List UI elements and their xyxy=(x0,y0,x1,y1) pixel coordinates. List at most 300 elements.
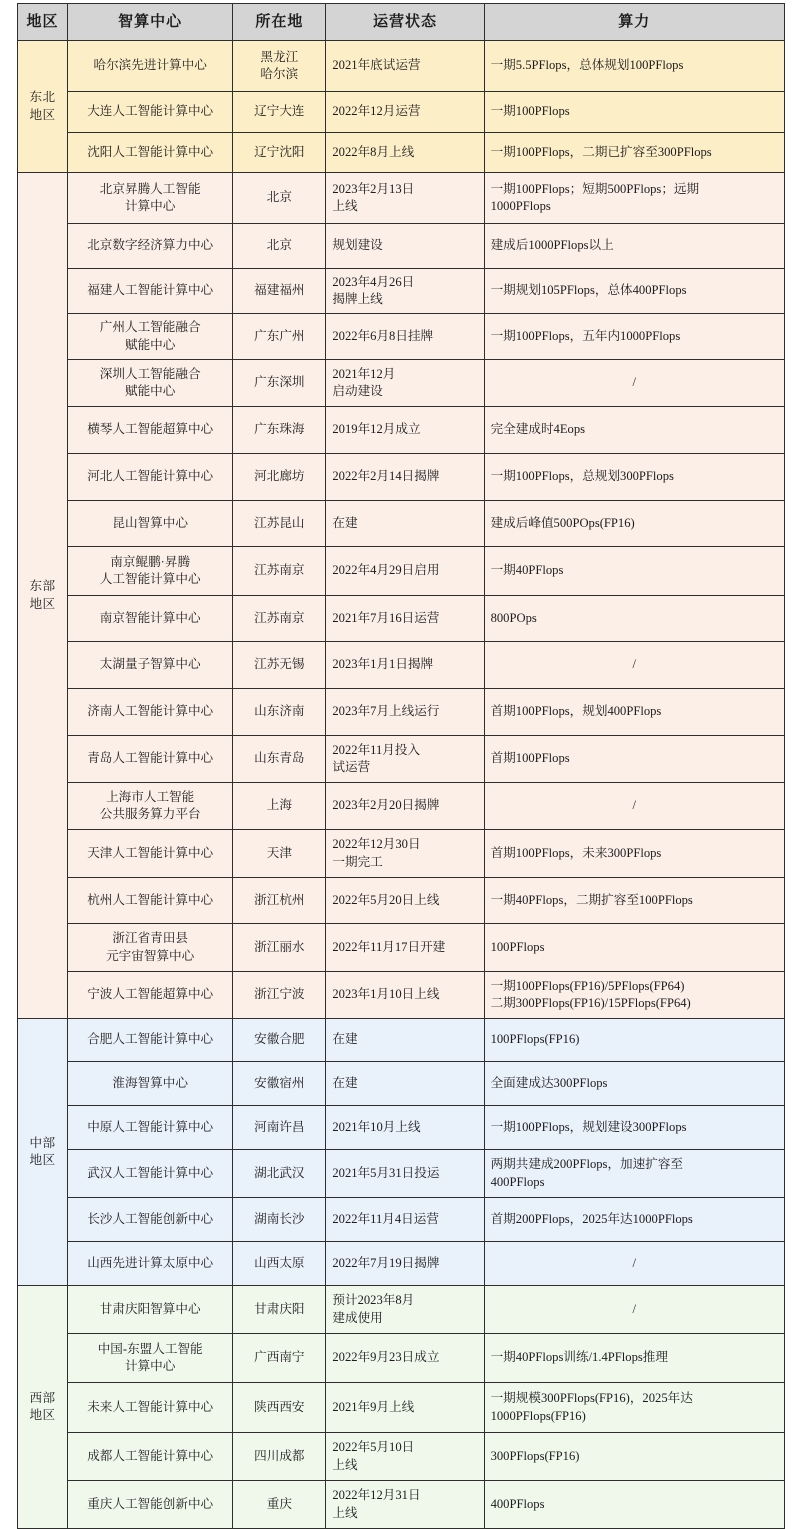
location-cell xyxy=(233,1242,326,1286)
text-line: 2021年10月上线 xyxy=(332,1119,421,1134)
status-cell xyxy=(326,924,484,972)
status-cell xyxy=(326,360,484,407)
table-row xyxy=(18,642,785,689)
table-row xyxy=(18,924,785,972)
text-line: 2022年5月20日上线 xyxy=(332,892,440,907)
center-name-cell xyxy=(68,1106,233,1150)
text-line: / xyxy=(632,1301,637,1316)
table-row xyxy=(18,1242,785,1286)
table-row xyxy=(18,360,785,407)
text-line: / xyxy=(632,657,637,672)
table-row xyxy=(18,736,785,783)
column-header-location: 所在地 xyxy=(233,4,326,41)
text-line: 四川成都 xyxy=(254,1448,305,1463)
status-cell xyxy=(326,878,484,924)
text-line: 上海 xyxy=(266,798,292,813)
table-row xyxy=(18,1198,785,1242)
computing-power-cell xyxy=(484,92,784,133)
status-cell xyxy=(326,454,484,501)
text-line: 2021年底试运营 xyxy=(332,58,421,73)
text-line: 宁波人工智能超算中心 xyxy=(87,987,214,1002)
text-line: 计算中心 xyxy=(124,1359,176,1373)
smart-computing-center-table xyxy=(17,3,785,1529)
computing-power-cell xyxy=(484,454,784,501)
location-cell xyxy=(233,1433,326,1481)
table-row xyxy=(18,1334,785,1383)
text-line: 福建福州 xyxy=(254,283,305,298)
status-cell xyxy=(326,830,484,878)
status-cell xyxy=(326,1062,484,1106)
center-name-cell xyxy=(68,1481,233,1529)
text-line: 二期300PFlops(FP16)/15PFlops(FP64) xyxy=(490,996,691,1010)
text-line: 山东济南 xyxy=(254,704,305,719)
table-row xyxy=(18,1062,785,1106)
text-line: 中部 xyxy=(29,1135,56,1150)
table-row xyxy=(18,1383,785,1433)
text-line: 浙江省青田县 xyxy=(112,931,188,946)
location-cell xyxy=(233,1019,326,1062)
text-line: 地区 xyxy=(29,1153,56,1167)
table-row xyxy=(18,1106,785,1150)
text-line: 赋能中心 xyxy=(124,337,176,352)
text-line: 2022年7月19日揭牌 xyxy=(332,1255,440,1270)
center-name-cell xyxy=(68,501,233,547)
center-name-cell xyxy=(68,924,233,972)
text-line: 一期40PFlops xyxy=(490,563,564,578)
text-line: 完全建成时4Eops xyxy=(490,422,586,437)
text-line: 100PFlops(FP16) xyxy=(490,1032,580,1047)
computing-power-cell xyxy=(484,1242,784,1286)
text-line: 元宇宙智算中心 xyxy=(106,948,195,963)
text-line: 建成使用 xyxy=(332,1310,383,1325)
text-line: 河南许昌 xyxy=(254,1119,305,1134)
computing-power-cell xyxy=(484,1334,784,1383)
text-line: 预计2023年8月 xyxy=(332,1293,415,1308)
status-cell xyxy=(326,41,484,92)
status-cell xyxy=(326,689,484,736)
location-cell xyxy=(233,269,326,314)
table-row xyxy=(18,830,785,878)
text-line: 300PFlops(FP16) xyxy=(490,1448,580,1463)
text-line: 甘肃庆阳 xyxy=(254,1301,305,1316)
computing-power-cell xyxy=(484,224,784,269)
computing-power-cell xyxy=(484,1150,784,1198)
computing-power-cell xyxy=(484,642,784,689)
center-name-cell xyxy=(68,878,233,924)
center-name-cell xyxy=(68,314,233,360)
center-name-cell xyxy=(68,1242,233,1286)
text-line: 一期100PFlops，二期已扩容至300PFlops xyxy=(490,144,712,159)
text-line: 首期100PFlops，规划400PFlops xyxy=(490,704,662,719)
text-line: 深圳人工智能融合 xyxy=(99,366,201,381)
text-line: 山西先进计算太原中心 xyxy=(87,1255,214,1270)
computing-power-cell xyxy=(484,360,784,407)
table-row xyxy=(18,1481,785,1529)
text-line: 在建 xyxy=(332,515,358,530)
text-line: 东部 xyxy=(29,579,56,594)
text-line: 一期100PFlops xyxy=(490,104,570,119)
text-line: 北京数字经济算力中心 xyxy=(87,238,214,253)
computing-power-cell xyxy=(484,547,784,596)
status-cell xyxy=(326,596,484,642)
status-cell xyxy=(326,501,484,547)
center-name-cell xyxy=(68,1019,233,1062)
location-cell xyxy=(233,407,326,454)
location-cell xyxy=(233,314,326,360)
status-cell xyxy=(326,972,484,1019)
text-line: 广西南宁 xyxy=(254,1350,305,1365)
status-cell xyxy=(326,92,484,133)
text-line: 2022年11月17日开建 xyxy=(332,939,446,954)
text-line: 天津人工智能计算中心 xyxy=(87,845,214,860)
region-cell xyxy=(18,1019,68,1286)
column-header-status: 运营状态 xyxy=(326,4,484,41)
text-line: 湖南长沙 xyxy=(254,1211,305,1226)
text-line: 启动建设 xyxy=(332,384,383,398)
location-cell xyxy=(233,783,326,830)
center-name-cell xyxy=(68,224,233,269)
text-line: 赋能中心 xyxy=(124,384,176,398)
text-line: 昆山智算中心 xyxy=(112,515,188,530)
text-line: 一期40PFlops，二期扩容至100PFlops xyxy=(490,892,693,907)
text-line: 2023年1月1日揭牌 xyxy=(332,657,434,672)
text-line: 2022年11月4日运营 xyxy=(332,1211,439,1226)
status-cell xyxy=(326,173,484,224)
computing-power-cell xyxy=(484,1062,784,1106)
location-cell xyxy=(233,689,326,736)
text-line: 2023年2月13日 xyxy=(332,181,415,196)
text-line: 北京昇腾人工智能 xyxy=(99,181,201,196)
table-row xyxy=(18,1019,785,1062)
text-line: 2021年5月31日投运 xyxy=(332,1165,440,1180)
text-line: 2021年12月 xyxy=(332,366,396,381)
text-line: 东北 xyxy=(29,90,56,105)
center-name-cell xyxy=(68,41,233,92)
center-name-cell xyxy=(68,736,233,783)
table-row xyxy=(18,547,785,596)
table-row xyxy=(18,501,785,547)
text-line: 南京鲲鹏·昇腾 xyxy=(110,554,191,569)
status-cell xyxy=(326,1481,484,1529)
text-line: 长沙人工智能创新中心 xyxy=(87,1211,214,1226)
computing-power-cell xyxy=(484,736,784,783)
table-row xyxy=(18,269,785,314)
text-line: 上线 xyxy=(332,1457,358,1472)
text-line: 一期100PFlops(FP16)/5PFlops(FP64) xyxy=(490,978,685,993)
text-line: 辽宁大连 xyxy=(254,104,305,119)
text-line: 首期200PFlops，2025年达1000PFlops xyxy=(490,1211,693,1226)
text-line: 甘肃庆阳智算中心 xyxy=(99,1301,201,1316)
table-row xyxy=(18,596,785,642)
text-line: 河北廊坊 xyxy=(254,469,305,484)
text-line: 在建 xyxy=(332,1075,358,1090)
computing-power-cell xyxy=(484,41,784,92)
computing-power-cell xyxy=(484,133,784,173)
center-name-cell xyxy=(68,830,233,878)
center-name-cell xyxy=(68,1433,233,1481)
computing-power-cell xyxy=(484,830,784,878)
text-line: 全面建成达300PFlops xyxy=(490,1075,608,1090)
computing-power-cell xyxy=(484,314,784,360)
table-row xyxy=(18,689,785,736)
center-name-cell xyxy=(68,360,233,407)
text-line: 2023年1月10日上线 xyxy=(332,987,440,1002)
text-line: 一期100PFlops，总规划300PFlops xyxy=(490,469,674,484)
text-line: 江苏无锡 xyxy=(254,657,305,672)
status-cell xyxy=(326,1334,484,1383)
text-line: 安徽宿州 xyxy=(254,1075,305,1090)
text-line: 2022年11月投入 xyxy=(332,742,421,757)
text-line: 首期100PFlops，未来300PFlops xyxy=(490,845,662,860)
table-header-row xyxy=(18,4,785,41)
text-line: 山东青岛 xyxy=(254,751,305,766)
text-line: 北京 xyxy=(266,190,292,205)
location-cell xyxy=(233,924,326,972)
center-name-cell xyxy=(68,1383,233,1433)
column-header-power: 算力 xyxy=(484,4,784,41)
text-line: 揭牌上线 xyxy=(332,292,383,306)
table-row xyxy=(18,41,785,92)
text-line: 陕西西安 xyxy=(254,1399,305,1414)
computing-power-cell xyxy=(484,972,784,1019)
center-name-cell xyxy=(68,173,233,224)
text-line: 淮海智算中心 xyxy=(112,1075,188,1090)
status-cell xyxy=(326,1106,484,1150)
text-line: 浙江杭州 xyxy=(254,892,305,907)
text-line: 2022年12月31日 xyxy=(332,1488,421,1503)
status-cell xyxy=(326,1383,484,1433)
location-cell xyxy=(233,360,326,407)
center-name-cell xyxy=(68,1150,233,1198)
text-line: 哈尔滨先进计算中心 xyxy=(93,58,207,73)
computing-power-cell xyxy=(484,596,784,642)
computing-power-cell xyxy=(484,1433,784,1481)
text-line: 辽宁沈阳 xyxy=(254,144,305,159)
text-line: 2019年12月成立 xyxy=(332,422,421,437)
location-cell xyxy=(233,133,326,173)
text-line: 2021年7月16日运营 xyxy=(332,610,440,625)
table-header xyxy=(18,4,785,41)
text-line: 100PFlops xyxy=(490,939,545,954)
status-cell xyxy=(326,1433,484,1481)
table-row xyxy=(18,1433,785,1481)
text-line: 2022年4月29日启用 xyxy=(332,563,440,578)
text-line: 河北人工智能计算中心 xyxy=(87,469,214,484)
center-name-cell xyxy=(68,972,233,1019)
text-line: 未来人工智能计算中心 xyxy=(87,1399,214,1414)
status-cell xyxy=(326,1019,484,1062)
center-name-cell xyxy=(68,1334,233,1383)
text-line: 广东深圳 xyxy=(254,375,305,390)
table-row xyxy=(18,224,785,269)
center-name-cell xyxy=(68,1286,233,1334)
text-line: 山西太原 xyxy=(254,1255,305,1270)
text-line: 首期100PFlops xyxy=(490,751,570,766)
center-name-cell xyxy=(68,269,233,314)
text-line: 计算中心 xyxy=(124,199,176,213)
text-line: 试运营 xyxy=(332,760,371,774)
location-cell xyxy=(233,1286,326,1334)
status-cell xyxy=(326,224,484,269)
location-cell xyxy=(233,92,326,133)
status-cell xyxy=(326,783,484,830)
table-row xyxy=(18,1286,785,1334)
text-line: 2022年8月上线 xyxy=(332,144,415,159)
center-name-cell xyxy=(68,783,233,830)
computing-power-cell xyxy=(484,1286,784,1334)
text-line: 沈阳人工智能计算中心 xyxy=(87,144,214,159)
center-name-cell xyxy=(68,642,233,689)
text-line: 2022年6月8日挂牌 xyxy=(332,328,434,343)
text-line: 重庆人工智能创新中心 xyxy=(87,1496,214,1511)
text-line: 大连人工智能计算中心 xyxy=(87,104,214,119)
text-line: / xyxy=(632,1255,637,1270)
status-cell xyxy=(326,407,484,454)
text-line: 一期规模300PFlops(FP16)，2025年达 xyxy=(490,1391,693,1406)
location-cell xyxy=(233,1481,326,1529)
text-line: 800POps xyxy=(490,610,537,625)
text-line: 人工智能计算中心 xyxy=(99,572,201,586)
location-cell xyxy=(233,1198,326,1242)
text-line: 横琴人工智能超算中心 xyxy=(87,422,214,437)
computing-power-cell xyxy=(484,1481,784,1529)
region-cell xyxy=(18,173,68,1019)
text-line: 成都人工智能计算中心 xyxy=(87,1448,214,1463)
center-name-cell xyxy=(68,596,233,642)
location-cell xyxy=(233,454,326,501)
computing-power-cell xyxy=(484,1383,784,1433)
computing-power-cell xyxy=(484,269,784,314)
status-cell xyxy=(326,547,484,596)
table-row xyxy=(18,878,785,924)
text-line: 400PFlops xyxy=(490,1496,545,1511)
status-cell xyxy=(326,1286,484,1334)
table-row xyxy=(18,407,785,454)
text-line: 广东广州 xyxy=(254,328,305,343)
location-cell xyxy=(233,596,326,642)
text-line: 一期规划105PFlops，总体400PFlops xyxy=(490,283,687,298)
center-name-cell xyxy=(68,454,233,501)
text-line: 合肥人工智能计算中心 xyxy=(87,1032,214,1047)
status-cell xyxy=(326,1150,484,1198)
table-row xyxy=(18,173,785,224)
table-row xyxy=(18,783,785,830)
computing-power-cell xyxy=(484,501,784,547)
location-cell xyxy=(233,173,326,224)
center-name-cell xyxy=(68,689,233,736)
location-cell xyxy=(233,1062,326,1106)
column-header-center: 智算中心 xyxy=(68,4,233,41)
text-line: 上线 xyxy=(332,199,358,213)
center-name-cell xyxy=(68,547,233,596)
text-line: 江苏南京 xyxy=(254,610,305,625)
text-line: 2022年12月30日 xyxy=(332,837,421,852)
region-cell xyxy=(18,41,68,173)
text-line: 两期共建成200PFlops，加速扩容至 xyxy=(490,1157,684,1172)
location-cell xyxy=(233,878,326,924)
text-line: 2022年9月23日成立 xyxy=(332,1350,440,1365)
text-line: 上海市人工智能 xyxy=(106,789,195,804)
table-row xyxy=(18,92,785,133)
location-cell xyxy=(233,972,326,1019)
location-cell xyxy=(233,1150,326,1198)
text-line: 南京智能计算中心 xyxy=(99,610,201,625)
center-name-cell xyxy=(68,92,233,133)
text-line: 在建 xyxy=(332,1032,358,1047)
text-line: 天津 xyxy=(266,845,292,860)
center-name-cell xyxy=(68,1198,233,1242)
text-line: 太湖量子智算中心 xyxy=(99,657,201,672)
text-line: 2023年7月上线运行 xyxy=(332,704,440,719)
smart-computing-center-table-container xyxy=(17,3,785,1520)
center-name-cell xyxy=(68,133,233,173)
status-cell xyxy=(326,642,484,689)
status-cell xyxy=(326,1198,484,1242)
status-cell xyxy=(326,314,484,360)
text-line: 浙江丽水 xyxy=(254,939,305,954)
text-line: 地区 xyxy=(29,1408,56,1422)
status-cell xyxy=(326,736,484,783)
computing-power-cell xyxy=(484,1106,784,1150)
column-header-region: 地区 xyxy=(18,4,68,41)
text-line: 上线 xyxy=(332,1505,358,1520)
text-line: 中国-东盟人工智能 xyxy=(97,1341,203,1356)
text-line: 安徽合肥 xyxy=(254,1032,305,1047)
text-line: 湖北武汉 xyxy=(254,1165,305,1180)
text-line: 400PFlops xyxy=(490,1174,545,1189)
text-line: 建成后1000PFlops以上 xyxy=(490,238,614,253)
text-line: 规划建设 xyxy=(332,238,383,253)
text-line: 2021年9月上线 xyxy=(332,1399,415,1414)
location-cell xyxy=(233,736,326,783)
location-cell xyxy=(233,1106,326,1150)
text-line: 公共服务算力平台 xyxy=(99,807,201,821)
table-row xyxy=(18,454,785,501)
text-line: 哈尔滨 xyxy=(260,67,299,81)
text-line: 济南人工智能计算中心 xyxy=(87,704,214,719)
text-line: 一期40PFlops训练/1.4PFlops推理 xyxy=(490,1350,668,1365)
computing-power-cell xyxy=(484,689,784,736)
status-cell xyxy=(326,1242,484,1286)
location-cell xyxy=(233,642,326,689)
text-line: 一期5.5PFlops，总体规划100PFlops xyxy=(490,58,684,73)
table-row xyxy=(18,1150,785,1198)
table-row xyxy=(18,314,785,360)
text-line: 一期完工 xyxy=(332,854,383,869)
computing-power-cell xyxy=(484,173,784,224)
text-line: 广州人工智能融合 xyxy=(99,320,201,335)
text-line: 浙江宁波 xyxy=(254,987,305,1002)
computing-power-cell xyxy=(484,783,784,830)
text-line: 一期100PFlops；短期500PFlops；远期 xyxy=(490,181,700,196)
text-line: 西部 xyxy=(29,1390,56,1405)
table-body xyxy=(18,41,785,1529)
text-line: 建成后峰值500POps(FP16) xyxy=(490,515,635,530)
location-cell xyxy=(233,547,326,596)
location-cell xyxy=(233,1383,326,1433)
status-cell xyxy=(326,269,484,314)
text-line: 北京 xyxy=(266,238,292,253)
text-line: 1000PFlops xyxy=(490,199,551,213)
computing-power-cell xyxy=(484,1198,784,1242)
text-line: 广东珠海 xyxy=(254,422,305,437)
center-name-cell xyxy=(68,1062,233,1106)
text-line: 2023年4月26日 xyxy=(332,274,415,289)
text-line: 2022年5月10日 xyxy=(332,1440,415,1455)
computing-power-cell xyxy=(484,878,784,924)
text-line: 江苏南京 xyxy=(254,563,305,578)
center-name-cell xyxy=(68,407,233,454)
